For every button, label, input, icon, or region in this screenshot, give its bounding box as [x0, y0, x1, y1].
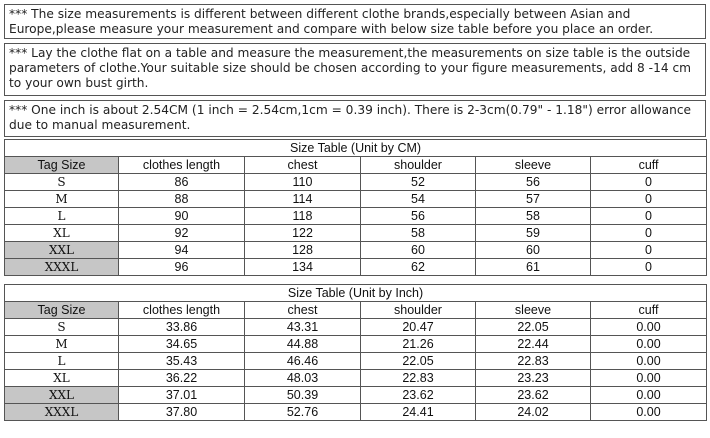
column-header-chest: chest — [245, 157, 361, 174]
tag-size-cell: XL — [5, 370, 119, 387]
clothes-length-cell: 33.86 — [119, 319, 245, 336]
sleeve-cell: 57 — [476, 191, 591, 208]
tag-size-cell: XXL — [5, 387, 119, 404]
tag-size-cell: S — [5, 174, 119, 191]
tag-size-cell: XL — [5, 225, 119, 242]
shoulder-cell: 22.05 — [361, 353, 476, 370]
table-row — [5, 387, 707, 404]
table-row — [5, 336, 707, 353]
chest-cell: 52.76 — [245, 404, 361, 421]
table-caption: Size Table (Unit by CM) — [5, 140, 707, 157]
cuff-cell: 0 — [591, 191, 707, 208]
shoulder-cell: 24.41 — [361, 404, 476, 421]
tag-size-cell: S — [5, 319, 119, 336]
shoulder-cell: 52 — [361, 174, 476, 191]
chest-cell: 46.46 — [245, 353, 361, 370]
clothes-length-cell: 88 — [119, 191, 245, 208]
table-row — [5, 191, 707, 208]
column-header-clothes-length: clothes length — [119, 302, 245, 319]
column-header-clothes-length: clothes length — [119, 157, 245, 174]
table-header-row — [5, 302, 707, 319]
chest-cell: 134 — [245, 259, 361, 276]
chest-cell: 128 — [245, 242, 361, 259]
tag-size-cell: M — [5, 336, 119, 353]
note-brand-difference: *** The size measurements is different between different clothe brands,especially between Asian and Europe,please measure your measurement and compare with below size table before you place an order. — [4, 4, 706, 39]
clothes-length-cell: 34.65 — [119, 336, 245, 353]
clothes-length-cell: 92 — [119, 225, 245, 242]
column-header-cuff: cuff — [591, 157, 707, 174]
column-header-sleeve: sleeve — [476, 302, 591, 319]
tag-size-cell: M — [5, 191, 119, 208]
chest-cell: 43.31 — [245, 319, 361, 336]
chest-cell: 110 — [245, 174, 361, 191]
shoulder-cell: 21.26 — [361, 336, 476, 353]
sleeve-cell: 23.62 — [476, 387, 591, 404]
cuff-cell: 0.00 — [591, 387, 707, 404]
column-header-sleeve: sleeve — [476, 157, 591, 174]
sleeve-cell: 23.23 — [476, 370, 591, 387]
clothes-length-cell: 37.80 — [119, 404, 245, 421]
clothes-length-cell: 37.01 — [119, 387, 245, 404]
column-header-shoulder: shoulder — [361, 157, 476, 174]
note-measure-flat: *** Lay the clothe flat on a table and measure the measurement,the measurements on size table is the outside parameters of clothe.Your suitable size should be chosen according to your figure measurements, add 8 -14 cm to your own bust girth. — [4, 43, 706, 96]
clothes-length-cell: 94 — [119, 242, 245, 259]
table-caption-row — [5, 285, 707, 302]
tag-size-cell: XXL — [5, 242, 119, 259]
shoulder-cell: 56 — [361, 208, 476, 225]
cuff-cell: 0 — [591, 242, 707, 259]
sleeve-cell: 58 — [476, 208, 591, 225]
shoulder-cell: 60 — [361, 242, 476, 259]
size-table-cm — [4, 139, 707, 276]
sleeve-cell: 61 — [476, 259, 591, 276]
size-table-inch — [4, 284, 707, 421]
sleeve-cell: 22.05 — [476, 319, 591, 336]
clothes-length-cell: 86 — [119, 174, 245, 191]
table-row — [5, 319, 707, 336]
cuff-cell: 0 — [591, 208, 707, 225]
clothes-length-cell: 90 — [119, 208, 245, 225]
sleeve-cell: 24.02 — [476, 404, 591, 421]
column-header-tag-size: Tag Size — [5, 302, 119, 319]
shoulder-cell: 58 — [361, 225, 476, 242]
tag-size-cell: XXXL — [5, 259, 119, 276]
cuff-cell: 0.00 — [591, 353, 707, 370]
sleeve-cell: 60 — [476, 242, 591, 259]
cuff-cell: 0.00 — [591, 336, 707, 353]
table-row — [5, 353, 707, 370]
sleeve-cell: 59 — [476, 225, 591, 242]
column-header-chest: chest — [245, 302, 361, 319]
column-header-cuff: cuff — [591, 302, 707, 319]
shoulder-cell: 22.83 — [361, 370, 476, 387]
column-header-shoulder: shoulder — [361, 302, 476, 319]
clothes-length-cell: 96 — [119, 259, 245, 276]
chest-cell: 48.03 — [245, 370, 361, 387]
cuff-cell: 0.00 — [591, 319, 707, 336]
chest-cell: 118 — [245, 208, 361, 225]
sleeve-cell: 22.83 — [476, 353, 591, 370]
notes-panel — [4, 4, 706, 137]
table-header-row — [5, 157, 707, 174]
table-row — [5, 404, 707, 421]
clothes-length-cell: 35.43 — [119, 353, 245, 370]
cuff-cell: 0.00 — [591, 404, 707, 421]
cuff-cell: 0 — [591, 259, 707, 276]
cuff-cell: 0 — [591, 225, 707, 242]
chest-cell: 44.88 — [245, 336, 361, 353]
table-row — [5, 370, 707, 387]
shoulder-cell: 20.47 — [361, 319, 476, 336]
clothes-length-cell: 36.22 — [119, 370, 245, 387]
tag-size-cell: L — [5, 353, 119, 370]
table-row — [5, 259, 707, 276]
sleeve-cell: 56 — [476, 174, 591, 191]
cuff-cell: 0.00 — [591, 370, 707, 387]
shoulder-cell: 62 — [361, 259, 476, 276]
table-caption: Size Table (Unit by Inch) — [5, 285, 707, 302]
cuff-cell: 0 — [591, 174, 707, 191]
tag-size-cell: XXXL — [5, 404, 119, 421]
sleeve-cell: 22.44 — [476, 336, 591, 353]
shoulder-cell: 23.62 — [361, 387, 476, 404]
table-row — [5, 208, 707, 225]
shoulder-cell: 54 — [361, 191, 476, 208]
chest-cell: 50.39 — [245, 387, 361, 404]
chest-cell: 122 — [245, 225, 361, 242]
table-row — [5, 242, 707, 259]
note-inch-conversion: *** One inch is about 2.54CM (1 inch = 2.54cm,1cm = 0.39 inch). There is 2-3cm(0.79" - 1.18") error allowance due to manual measurement. — [4, 100, 706, 137]
chest-cell: 114 — [245, 191, 361, 208]
tag-size-cell: L — [5, 208, 119, 225]
table-row — [5, 174, 707, 191]
table-row — [5, 225, 707, 242]
table-caption-row — [5, 140, 707, 157]
column-header-tag-size: Tag Size — [5, 157, 119, 174]
